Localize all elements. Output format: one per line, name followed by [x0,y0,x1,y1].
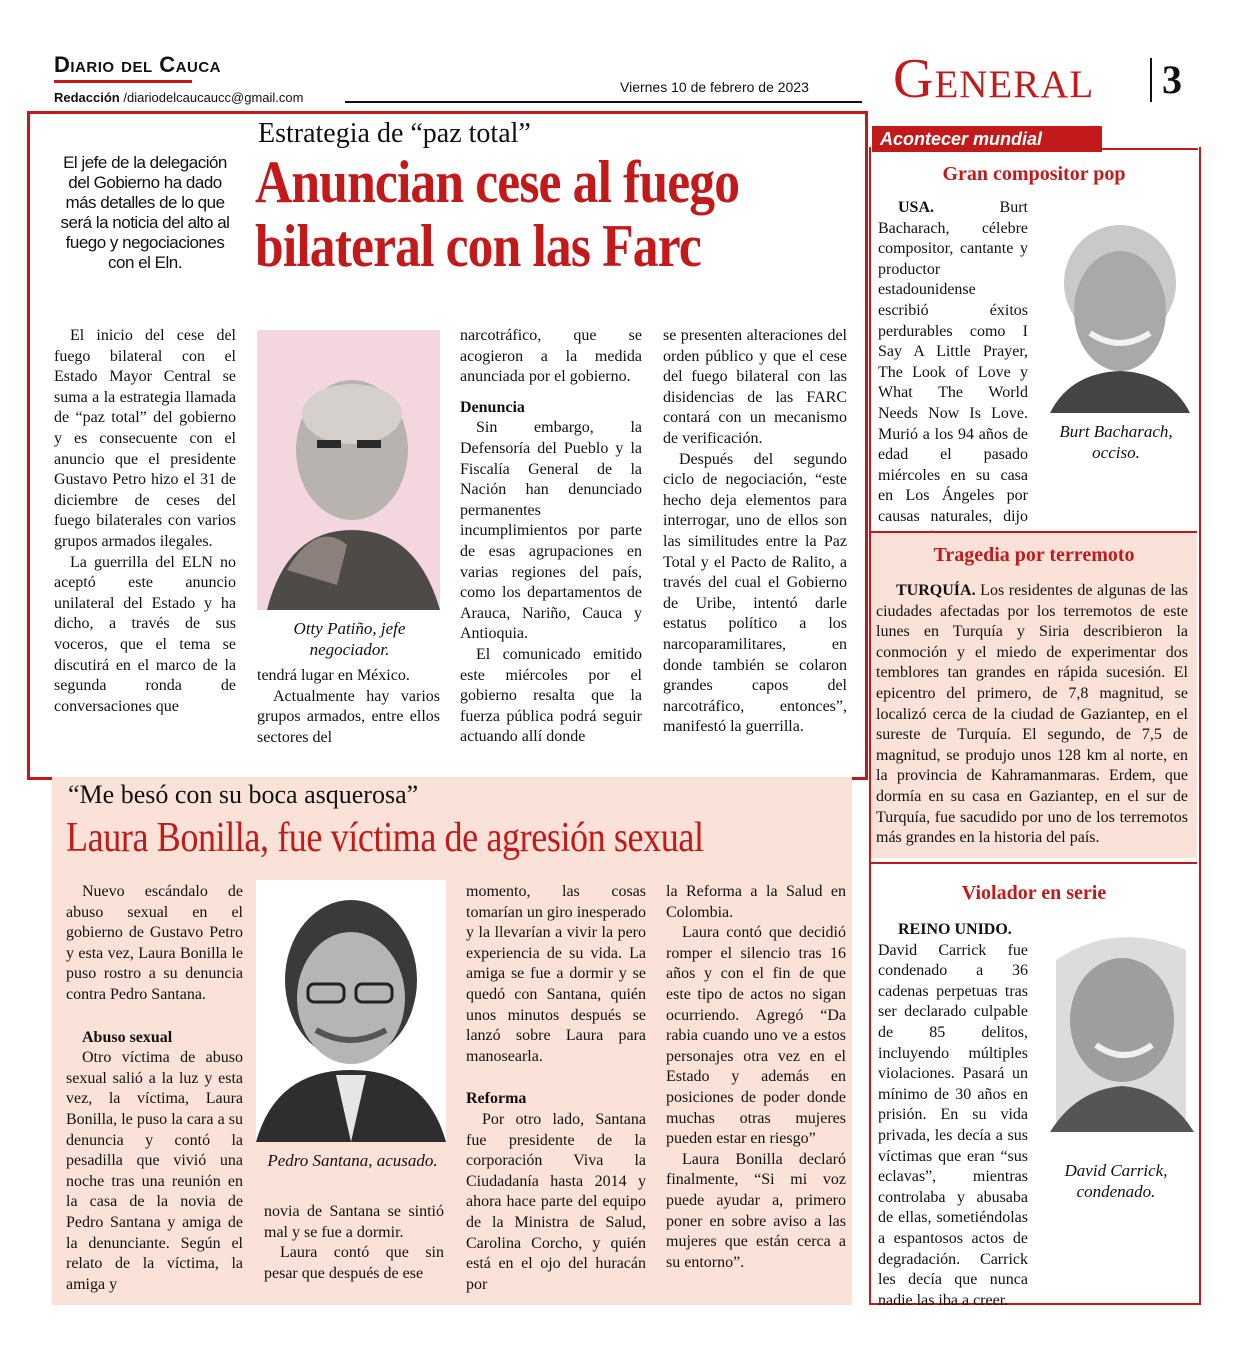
paragraph: Nuevo escándalo de abuso sexual en el gobierno de Gustavo Petro y esta vez, Laura Bonilla le puso rostro a su denuncia contra Pedro Santana. [66,883,243,1003]
paragraph: momento, las cosas tomarían un giro inesperado y la llevarían a vivir la pero experiencia de su vida. La amiga se fue a dormir y se quedó con Santana, quién unos minutos después se lanzó sobre Laura para manosearla. [466,883,646,1065]
burt-bacharach-caption: Burt Bacharach, occiso. [1059,422,1173,462]
header-rule [345,101,862,103]
main-col-4 [663,326,847,738]
second-headline: Laura Bonilla, fue víctima de agresión sexual [66,815,704,861]
sidebar-item3-body: David Carrick fue condenado a 36 cadenas perpetuas tras ser declarado culpable de 85 delitos, incluyendo múltiples violaciones. Pasará un mínimo de 30 años en prisión. En su vida privada, les decía a sus víctimas que eran “sus eclavas”, mientras controlaba y abusaba de ellas, sometiéndolas a espantosos actos de degradación. Carrick les decía que nunca nadie las iba a creer. [878,941,1028,1309]
sidebar-item2-place: TURQUÍA. [896,582,976,599]
paragraph: Por otro lado, Santana fue presidente de la corporación Viva la Ciudadanía hasta 2014 y ahora hace parte del equipo de la Ministra de Salud, Carolina Corcho, y quién está en el ojo del huracán por [466,1110,646,1293]
portrait-illustration [1040,203,1192,413]
portrait-illustration [257,330,440,610]
masthead: Diario del Cauca [54,52,221,77]
paragraph: Después del segundo ciclo de negociación, “este hecho deja elementos para interrogar, uno de ellos son las similitudes entre la Paz Total y el Pacto de Ralito, a través del cual el Gobierno de Uribe, intentó darle estatus político a los narcoparamilitares, en donde también se colaron grandes capos del narcotráfico, entonces”, manifestó la guerrilla. [663,450,847,736]
paragraph: Laura contó que decidió romper el silencio tras 16 años y con el fin de que este tipo de actos no sigan ocurriendo. Agregó “Da rabia cuando uno ve a estos personajes otra vez en el Estado y además en posiciones de poder donde muchas otras mujeres pueden estar en riesgo” [666,924,846,1148]
paragraph: El comunicado emitido este miércoles por el gobierno resalta que la fuerza pública podrá seguir actuando allí donde [460,645,642,746]
main-headline [255,150,771,278]
sidebar-item2-text [876,581,1188,849]
masthead-underline [54,80,192,83]
otty-patino-caption: Otty Patiño, jefe negociador. [293,619,406,659]
subheading-denuncia: Denuncia [460,398,525,416]
main-col-3 [460,326,642,748]
sidebar-item3-text [878,920,1028,1311]
sidebar-divider [871,862,1197,864]
pedro-santana-caption: Pedro Santana, acusado. [267,1151,438,1170]
section-title: General [893,48,1095,110]
issue-date: Viernes 10 de febrero de 2023 [620,79,809,95]
main-col-1 [54,326,236,717]
redaccion-email[interactable]: /diariodelcaucaucc@gmail.com [119,90,304,105]
main-kicker: Estrategia de “paz total” [258,118,531,149]
sidebar-item1-text-narrow [878,198,1028,569]
main-headline-line1: Anuncian cese al fuego [255,149,740,215]
main-headline-line2: bilateral con las Farc [255,213,701,279]
main-deck: El jefe de la delegación del Gobierno ha dado más detalles de lo que será la noticia del alto al fuego y negociaciones con el Eln. [60,153,230,272]
portrait-illustration [1036,920,1194,1132]
sidebar-item2-body: Los residentes de algunas de las ciudades afectadas por los terremotos de este lunes en Turquía y Siria describieron la conmoción y el miedo de experimentar dos temblores tan grandes en rápida sucesión. El epicentro del primero, de 7,8 magnitud, se localizó cerca de la ciudad de Gaziantep, en el sureste de Turquía. El segundo, de 7,5 de magnitud, se produjo unos 128 km al norte, en la provincia de Kahramanmaras. Erdem, que dormía en su casa en Gaziantep, en el sur de Turquía, fue sacudido por uno de los terremotos más grandes en la historia del país. [876,582,1188,847]
otty-patino-photo [257,330,440,610]
subheading-reforma: Reforma [466,1090,527,1108]
redaccion-label: Redacción [54,90,120,105]
sidebar-tab: Acontecer mundial [872,126,1102,152]
paragraph: El inicio del cese del fuego bilateral con el Estado Mayor Central se suma a la estrategia llamada de “paz total” del gobierno y es consecuente con el anuncio que el presidente Gustavo Petro hizo el 31 de diciembre de ceses del fuego bilaterales con varios grupos armados ilegales. [54,327,236,550]
section-divider [1150,58,1152,102]
subheading-abuso-sexual: Abuso sexual [82,1028,173,1046]
david-carrick-caption: David Carrick, condenado. [1064,1161,1168,1201]
page-number: 3 [1162,57,1182,102]
second-col-4 [666,882,846,1273]
second-kicker: “Me besó con su boca asquerosa” [68,780,419,809]
paragraph: tendrá lugar en México. [257,667,410,684]
portrait-illustration [256,880,446,1142]
paragraph: La guerrilla del ELN no aceptó este anuncio unilateral del Estado y ha dicho, a través de sus voceros, que el tema se discutirá en el marco de la segunda ronda de conversaciones que [54,553,236,715]
paragraph: Otro víctima de abuso sexual salió a la luz y esta vez, la víctima, Laura Bonilla, le puso la cara a su denuncia y contó la pesadilla que vivió una noche tras una reunión en la casa de la novia de Pedro Santana y amiga de la denunciante. Según el relato de la víctima, la amiga y [66,1049,243,1293]
paragraph: narcotráfico, que se acogieron a la medida anunciada por el gobierno. [460,327,642,386]
paragraph: la Reforma a la Salud en Colombia. [666,883,846,921]
paragraph: novia de Santana se sintió mal y se fue a dormir. [264,1203,444,1241]
paragraph: se presenten alteraciones del orden público y que el cese del fuego bilateral con las disidencias de las FARC contará con un mecanismo de verificación. [663,327,847,447]
sidebar-top-rule [1102,148,1198,150]
second-col-2 [264,1202,444,1284]
paragraph: Laura contó que sin pesar que después de ese [264,1244,444,1282]
paragraph: Actualmente hay varios grupos armados, entre ellos sectores del [257,687,440,746]
paragraph: Sin embargo, la Defensoría del Pueblo y la Fiscalía General de la Nación han denunciado permanentes incumplimientos por parte de esas agrupaciones en varias regiones del país, como los departamentos de Arauca, Nariño, Cauca y Antioquia. [460,419,642,643]
paragraph: Laura Bonilla declaró finalmente, “Si mi voz puede ayudar a, primero poner en sobre aviso a las mujeres que están cerca a su entorno”. [666,1150,846,1271]
sidebar-divider [871,531,1197,533]
david-carrick-photo [1036,920,1194,1132]
main-col-2 [257,666,440,748]
sidebar-item3-title: Violador en serie [961,882,1107,904]
burt-bacharach-photo [1040,203,1192,413]
sidebar-item1-place: USA. [898,199,935,216]
pedro-santana-photo [256,880,446,1142]
sidebar-item1-title: Gran compositor pop [942,163,1126,185]
second-col-1 [66,882,243,1295]
second-col-3 [466,882,646,1295]
sidebar-item1-body: Burt Bacharach, célebre compositor, cantante y productor estadounidense escribió éxitos perdurables como I Say A Little Prayer, The Look of Love y What The World Needs Now Is Love. Murió a los 94 años de edad el pasado miércoles en su casa en Los Ángeles por causas naturales, dijo [878,199,1028,525]
sidebar-item2-title: Tragedia por terremoto [933,544,1135,566]
sidebar-item3-place: REINO UNIDO. [898,921,1012,938]
redaccion-line [54,90,303,105]
